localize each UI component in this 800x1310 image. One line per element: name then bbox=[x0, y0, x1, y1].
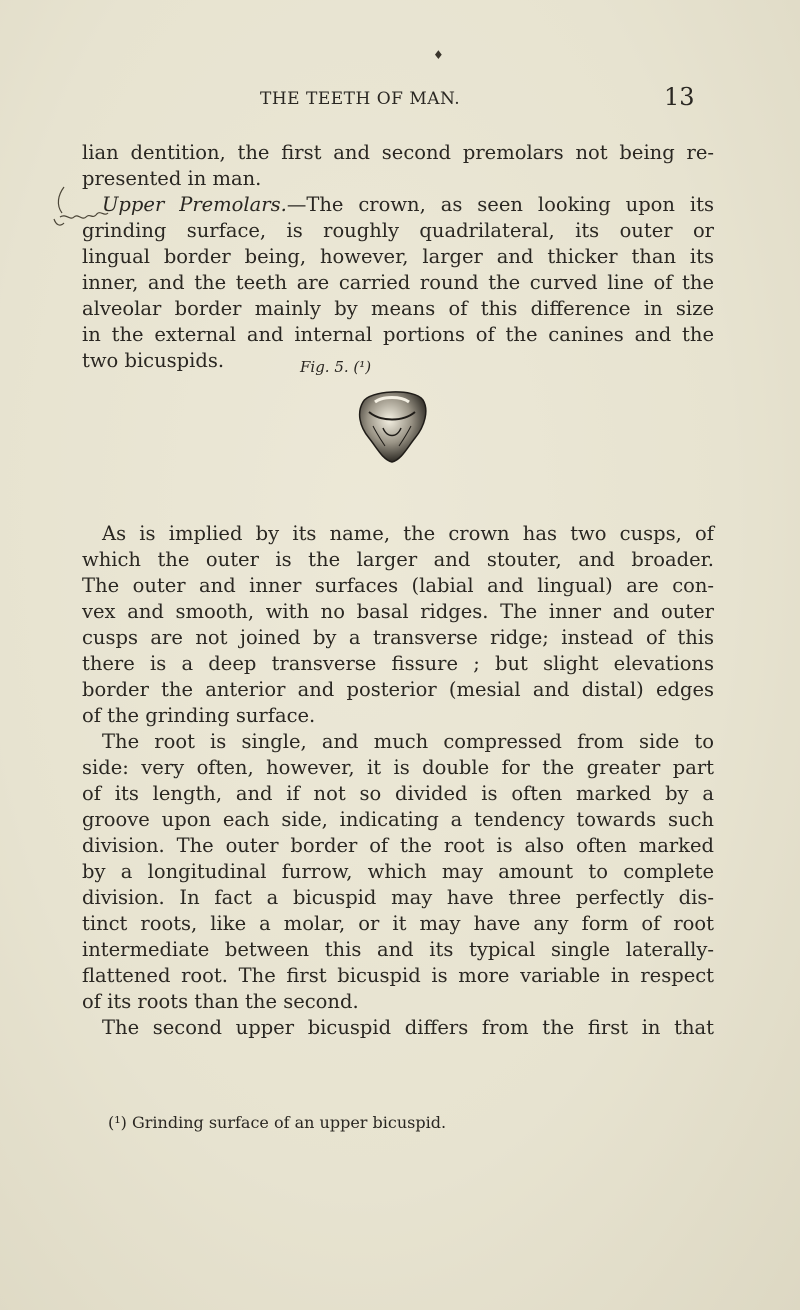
text-line: two bicuspids. bbox=[82, 349, 225, 372]
text-line: by a longitudinal furrow, which may amount to complete bbox=[82, 860, 714, 883]
text-line: which the outer is the larger and stouter, and broader. bbox=[82, 548, 714, 571]
text-block-lower bbox=[82, 521, 714, 1041]
text-line: flattened root. The first bicuspid is more variable in respect bbox=[82, 964, 714, 987]
page-number: 13 bbox=[664, 83, 695, 111]
text-line: division. The outer border of the root is also often marked bbox=[82, 834, 714, 857]
text-line: border the anterior and posterior (mesial and distal) edges bbox=[82, 678, 714, 701]
running-head bbox=[0, 85, 800, 115]
figure-caption: Fig. 5. (¹) bbox=[300, 358, 372, 376]
text-line: alveolar border mainly by means of this difference in size bbox=[82, 297, 714, 320]
text-line: side: very often, however, it is double for the greater part bbox=[82, 756, 714, 779]
text-line: grinding surface, is roughly quadrilateral, its outer or bbox=[82, 219, 714, 242]
text-line: lingual border being, however, larger and thicker than its bbox=[82, 245, 714, 268]
text-span: —The crown, as seen looking upon its bbox=[286, 193, 714, 216]
text-line: cusps are not joined by a transverse ridge; instead of this bbox=[82, 626, 714, 649]
text-line: of its length, and if not so divided is often marked by a bbox=[82, 782, 714, 805]
text-line: presented in man. bbox=[82, 167, 262, 190]
footnote: (¹) Grinding surface of an upper bicuspid. bbox=[108, 1113, 447, 1132]
text-line: there is a deep transverse fissure ; but slight elevations bbox=[82, 652, 714, 675]
text-line: The second upper bicuspid differs from the first in that bbox=[102, 1016, 714, 1039]
running-title: THE TEETH OF MAN. bbox=[260, 89, 461, 109]
text-line: tinct roots, like a molar, or it may have any form of root bbox=[82, 912, 714, 935]
print-speck: ♦ bbox=[433, 48, 444, 62]
bicuspid-illustration bbox=[355, 388, 429, 464]
text-line: of its roots than the second. bbox=[82, 990, 359, 1013]
text-line bbox=[82, 192, 714, 218]
text-block-upper bbox=[82, 140, 714, 374]
text-line: vex and smooth, with no basal ridges. The inner and outer bbox=[82, 600, 714, 623]
text-line: of the grinding surface. bbox=[82, 704, 316, 727]
section-heading-upper-premolars: Upper Premolars. bbox=[102, 193, 287, 216]
text-line: inner, and the teeth are carried round the curved line of the bbox=[82, 271, 714, 294]
figure-5 bbox=[0, 358, 800, 518]
text-line: division. In fact a bicuspid may have three perfectly dis- bbox=[82, 886, 714, 909]
text-line: lian dentition, the first and second premolars not being re- bbox=[82, 141, 714, 164]
text-line: groove upon each side, indicating a tendency towards such bbox=[82, 808, 714, 831]
text-line: The root is single, and much compressed from side to bbox=[102, 730, 714, 753]
text-line: intermediate between this and its typical single laterally- bbox=[82, 938, 714, 961]
text-line: in the external and internal portions of the canines and the bbox=[82, 323, 714, 346]
text-line: The outer and inner surfaces (labial and lingual) are con- bbox=[82, 574, 714, 597]
text-line: As is implied by its name, the crown has two cusps, of bbox=[102, 522, 714, 545]
